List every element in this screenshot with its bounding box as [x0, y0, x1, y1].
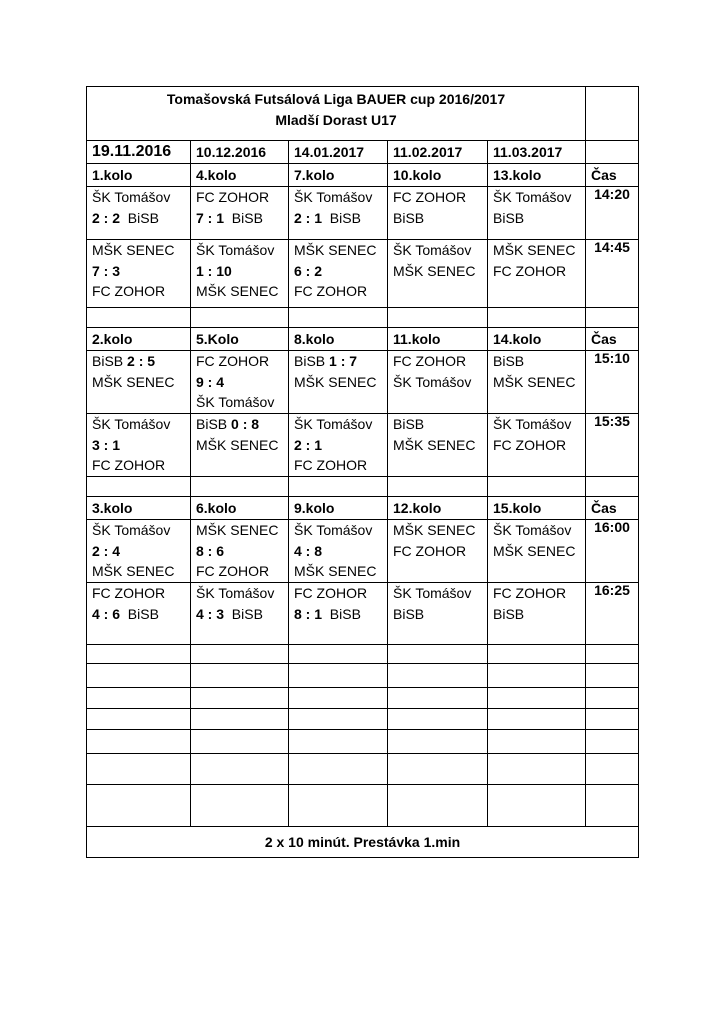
team-away: FC ZOHOR: [294, 283, 368, 299]
match-cell: [87, 520, 191, 583]
round-label: 3.kolo: [87, 497, 191, 520]
team-home: MŠK SENEC: [196, 522, 279, 538]
match-cell: [191, 520, 289, 583]
schedule-table: [86, 86, 639, 858]
match-row: [87, 583, 639, 645]
match-cell: [191, 583, 289, 645]
match-cell: [388, 351, 488, 414]
round-label: 8.kolo: [289, 328, 388, 351]
team-away: ŠK Tomášov: [393, 373, 472, 390]
match-cell: [87, 187, 191, 240]
match-cell: [488, 583, 586, 645]
match-cell: [87, 414, 191, 477]
match-score: 2 : 1: [294, 436, 323, 453]
team-away: MŠK SENEC: [393, 436, 476, 453]
team-away: MŠK SENEC: [92, 373, 175, 390]
match-score: 2 : 4: [92, 542, 121, 559]
match-time: 14:20: [586, 187, 639, 240]
team-away: ŠK Tomášov: [196, 394, 275, 410]
team-away: BiSB: [393, 209, 425, 226]
match-cell: [289, 240, 388, 308]
team-away: BiSB: [127, 209, 159, 226]
dates-row: [87, 141, 639, 164]
match-score: 6 : 2: [294, 262, 323, 279]
team-home: FC ZOHOR: [393, 189, 467, 205]
match-row: [87, 414, 639, 477]
round-label: 12.kolo: [388, 497, 488, 520]
time-header: Čas: [586, 328, 639, 351]
match-cell: [388, 187, 488, 240]
title-line-2: Mladší Dorast U17: [275, 111, 397, 128]
round-label: 5.Kolo: [191, 328, 289, 351]
team-away: BiSB: [231, 209, 263, 226]
match-score: 7 : 1: [196, 209, 225, 226]
empty-row: [87, 688, 639, 709]
team-away: MŠK SENEC: [493, 373, 576, 390]
match-cell: [191, 187, 289, 240]
round-label: 1.kolo: [87, 164, 191, 187]
round-label: 7.kolo: [289, 164, 388, 187]
match-score: 1 : 10: [196, 262, 232, 279]
match-score: 8 : 1: [294, 605, 323, 622]
match-cell: [289, 520, 388, 583]
round-label: 10.kolo: [388, 164, 488, 187]
match-cell: [191, 351, 289, 414]
date-cell: 10.12.2016: [191, 141, 289, 164]
team-away: MŠK SENEC: [294, 563, 377, 579]
date-cell: 11.03.2017: [488, 141, 586, 164]
round-label: 11.kolo: [388, 328, 488, 351]
match-score: 2 : 5: [127, 353, 156, 369]
team-away: FC ZOHOR: [92, 457, 166, 473]
match-time: 16:25: [586, 583, 639, 645]
time-header: Čas: [586, 164, 639, 187]
team-home: BiSB: [393, 416, 425, 432]
match-cell: [289, 187, 388, 240]
match-score: 0 : 8: [231, 416, 260, 432]
team-home: FC ZOHOR: [92, 585, 166, 601]
match-cell: [488, 520, 586, 583]
match-cell: [488, 351, 586, 414]
round-row: [87, 497, 639, 520]
team-home: ŠK Tomášov: [393, 585, 472, 601]
team-home: ŠK Tomášov: [294, 189, 373, 205]
time-header: Čas: [586, 497, 639, 520]
team-away: BiSB: [231, 605, 263, 622]
match-cell: [87, 240, 191, 308]
team-home: ŠK Tomášov: [92, 189, 171, 205]
team-home: BiSB: [196, 416, 228, 432]
date-cell: 14.01.2017: [289, 141, 388, 164]
date-empty-cell: [586, 141, 639, 164]
team-away: MŠK SENEC: [196, 283, 279, 299]
team-away: MŠK SENEC: [196, 436, 279, 453]
match-time: 15:10: [586, 351, 639, 414]
match-score: 2 : 2: [92, 209, 121, 226]
match-score: 4 : 8: [294, 542, 323, 559]
team-home: MŠK SENEC: [92, 242, 175, 258]
match-cell: [289, 583, 388, 645]
match-row: [87, 520, 639, 583]
empty-row: [87, 785, 639, 827]
match-cell: [87, 583, 191, 645]
footer-note: 2 x 10 minút. Prestávka 1.min: [87, 827, 639, 858]
round-label: 14.kolo: [488, 328, 586, 351]
match-score: 1 : 7: [329, 353, 358, 369]
team-away: MŠK SENEC: [493, 542, 576, 559]
team-home: ŠK Tomášov: [493, 189, 572, 205]
team-home: ŠK Tomášov: [196, 585, 275, 601]
match-cell: [488, 187, 586, 240]
team-home: FC ZOHOR: [393, 353, 467, 369]
date-cell: 19.11.2016: [87, 141, 191, 164]
match-row: [87, 187, 639, 240]
match-time: 15:35: [586, 414, 639, 477]
team-home: ŠK Tomášov: [92, 522, 171, 538]
team-home: ŠK Tomášov: [393, 242, 472, 258]
team-away: MŠK SENEC: [294, 373, 377, 390]
team-away: FC ZOHOR: [294, 457, 368, 473]
spacer-row: [87, 308, 639, 328]
match-cell: [289, 414, 388, 477]
title-row: [87, 87, 639, 141]
match-cell: [191, 414, 289, 477]
team-home: BiSB: [493, 353, 525, 369]
team-away: MŠK SENEC: [92, 563, 175, 579]
date-cell: 11.02.2017: [388, 141, 488, 164]
team-home: MŠK SENEC: [493, 242, 576, 258]
footer-row: [87, 827, 639, 858]
team-home: FC ZOHOR: [196, 189, 270, 205]
round-label: 2.kolo: [87, 328, 191, 351]
match-cell: [488, 414, 586, 477]
team-home: BiSB: [92, 353, 124, 369]
team-away: BiSB: [127, 605, 159, 622]
round-row: [87, 164, 639, 187]
spacer-row: [87, 477, 639, 497]
team-home: ŠK Tomášov: [196, 242, 275, 258]
match-row: [87, 240, 639, 308]
team-away: BiSB: [493, 209, 525, 226]
team-home: ŠK Tomášov: [493, 522, 572, 538]
team-home: ŠK Tomášov: [294, 522, 373, 538]
title-empty-cell: [586, 87, 639, 141]
match-row: [87, 351, 639, 414]
team-away: FC ZOHOR: [493, 436, 567, 453]
match-score: 4 : 6: [92, 605, 121, 622]
match-cell: [388, 414, 488, 477]
team-away: BiSB: [493, 605, 525, 622]
match-cell: [191, 240, 289, 308]
team-away: FC ZOHOR: [493, 262, 567, 279]
team-home: FC ZOHOR: [294, 585, 368, 601]
team-home: MŠK SENEC: [294, 242, 377, 258]
round-label: 9.kolo: [289, 497, 388, 520]
match-score: 7 : 3: [92, 262, 121, 279]
team-away: FC ZOHOR: [196, 563, 270, 579]
match-score: 9 : 4: [196, 373, 225, 390]
match-score: 4 : 3: [196, 605, 225, 622]
empty-row: [87, 730, 639, 754]
empty-row: [87, 664, 639, 688]
match-score: 3 : 1: [92, 436, 121, 453]
team-home: ŠK Tomášov: [493, 416, 572, 432]
round-row: [87, 328, 639, 351]
match-cell: [289, 351, 388, 414]
team-away: FC ZOHOR: [92, 283, 166, 299]
empty-row: [87, 709, 639, 730]
round-label: 13.kolo: [488, 164, 586, 187]
match-cell: [87, 351, 191, 414]
round-label: 15.kolo: [488, 497, 586, 520]
team-away: BiSB: [393, 605, 425, 622]
team-home: BiSB: [294, 353, 326, 369]
team-home: ŠK Tomášov: [92, 416, 171, 432]
match-score: 2 : 1: [294, 209, 323, 226]
title-line-1: Tomašovská Futsálová Liga BAUER cup 2016/2017: [166, 91, 506, 107]
round-label: 6.kolo: [191, 497, 289, 520]
team-away: BiSB: [329, 209, 361, 226]
document-title: [87, 87, 586, 141]
team-away: FC ZOHOR: [393, 542, 467, 559]
round-label: 4.kolo: [191, 164, 289, 187]
team-home: ŠK Tomášov: [294, 416, 373, 432]
team-away: BiSB: [329, 605, 361, 622]
team-home: MŠK SENEC: [393, 522, 476, 538]
team-away: MŠK SENEC: [393, 262, 476, 279]
team-home: FC ZOHOR: [493, 585, 567, 601]
match-cell: [488, 240, 586, 308]
match-cell: [388, 520, 488, 583]
match-time: 14:45: [586, 240, 639, 308]
match-cell: [388, 240, 488, 308]
match-cell: [388, 583, 488, 645]
team-home: FC ZOHOR: [196, 353, 270, 369]
empty-row: [87, 754, 639, 785]
empty-row: [87, 645, 639, 664]
match-time: 16:00: [586, 520, 639, 583]
match-score: 8 : 6: [196, 542, 225, 559]
